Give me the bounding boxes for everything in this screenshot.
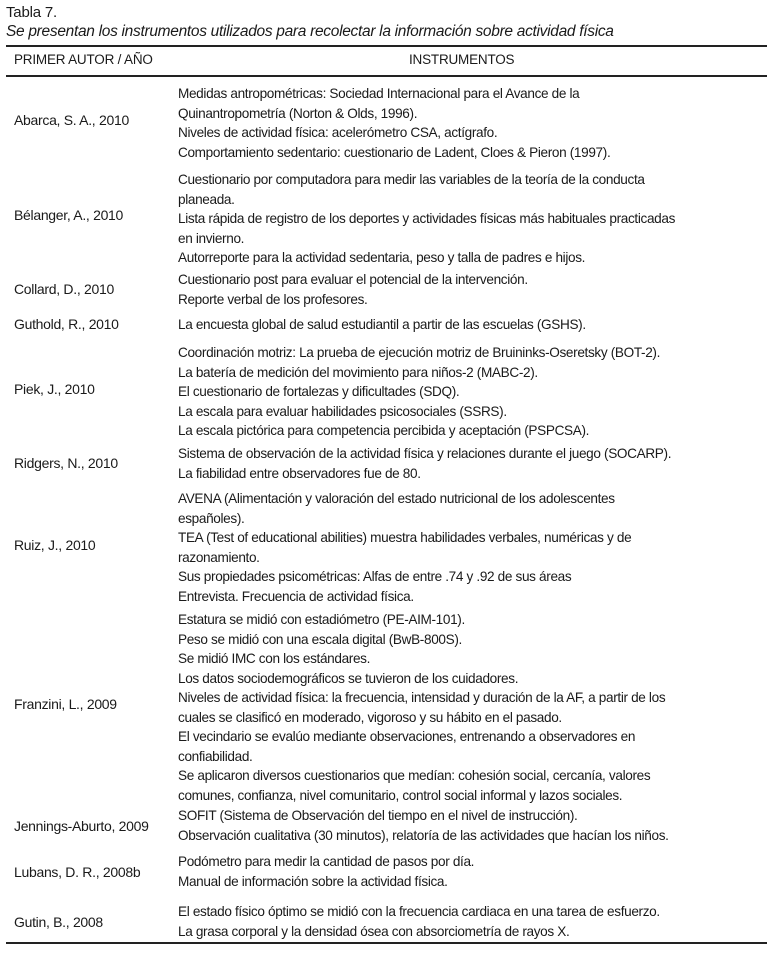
instrument-line: Reporte verbal de los profesores. xyxy=(178,291,368,307)
row-author: Piek, J., 2010 xyxy=(14,381,95,397)
row-instruments xyxy=(178,270,763,309)
instrument-line: SOFIT (Sistema de Observación del tiempo en el nivel de instrucción). xyxy=(178,808,578,823)
table-bottom-rule xyxy=(6,942,767,944)
instrument-line: Sistema de observación de la actividad física y relaciones durante el juego (SOCARP). xyxy=(178,446,672,461)
row-author: Collard, D., 2010 xyxy=(14,281,114,297)
instrument-line: La fiabilidad entre observadores fue de 80. xyxy=(178,465,421,481)
row-instruments xyxy=(178,343,763,441)
row-author: Jennings-Aburto, 2009 xyxy=(14,818,149,834)
instrument-line: Estatura se midió con estadiómetro (PE-AIM-101). xyxy=(178,612,465,627)
instrument-line: La escala pictórica para competencia percibida y aceptación (PSPCSA). xyxy=(178,423,590,438)
row-instruments xyxy=(178,315,763,335)
instrument-line: El estado físico óptimo se midió con la frecuencia cardiaca en una tarea de esfuerzo. xyxy=(178,904,660,919)
instrument-line: La grasa corporal y la densidad ósea con absorciometría de rayos X. xyxy=(178,923,570,939)
table-caption-title: Se presentan los instrumentos utilizados para recolectar la información sobre actividad física xyxy=(6,23,614,40)
row-instruments xyxy=(178,170,763,268)
instrument-line: Podómetro para medir la cantidad de pasos por día. xyxy=(178,854,475,869)
instrument-line: La encuesta global de salud estudiantil a partir de las escuelas (GSHS). xyxy=(178,317,586,332)
instrument-line: Los datos sociodemográficos se tuvieron de los cuidadores. xyxy=(178,670,519,686)
instrument-line: españoles). xyxy=(178,510,245,526)
instrument-line: TEA (Test of educational abilities) muestra habilidades verbales, numéricas y de xyxy=(178,530,632,545)
instrument-line: La batería de medición del movimiento para niños-2 (MABC-2). xyxy=(178,364,538,380)
instrument-line: Entrevista. Frecuencia de actividad física. xyxy=(178,588,414,604)
row-instruments xyxy=(178,84,763,162)
row-instruments xyxy=(178,902,763,941)
row-instruments xyxy=(178,610,763,805)
instrument-line: comunes, confianza, nivel comunitario, control social informal y lazos sociales. xyxy=(178,787,623,803)
instrument-line: Observación cualitativa (30 minutos), relatoría de las actividades que hacían los niños. xyxy=(178,827,669,843)
row-instruments xyxy=(178,852,763,891)
instrument-line: Coordinación motriz: La prueba de ejecución motriz de Bruininks-Oseretsky (BOT-2). xyxy=(178,345,661,360)
row-author: Bélanger, A., 2010 xyxy=(14,207,124,223)
header-top-rule xyxy=(6,45,767,47)
row-author: Gutin, B., 2008 xyxy=(14,914,103,930)
header-bottom-rule xyxy=(6,75,767,77)
row-author: Lubans, D. R., 2008b xyxy=(14,864,141,880)
instrument-line: Niveles de actividad física: acelerómetro CSA, actígrafo. xyxy=(178,125,498,140)
instrument-line: planeada. xyxy=(178,191,235,207)
instrument-line: Cuestionario post para evaluar el potencial de la intervención. xyxy=(178,272,528,287)
instrument-line: Peso se midió con una escala digital (BwB-800S). xyxy=(178,631,462,647)
table-caption-label: Tabla 7. xyxy=(6,4,57,21)
instrument-line: Se aplicaron diversos cuestionarios que medían: cohesión social, cercanía, valores xyxy=(178,768,651,783)
row-author: Ruiz, J., 2010 xyxy=(14,537,96,553)
row-author: Guthold, R., 2010 xyxy=(14,316,119,332)
instrument-line: Sus propiedades psicométricas: Alfas de entre .74 y .92 de sus áreas xyxy=(178,569,572,584)
row-author: Ridgers, N., 2010 xyxy=(14,455,118,471)
row-author: Franzini, L., 2009 xyxy=(14,696,117,712)
row-instruments xyxy=(178,444,763,483)
instrument-line: confiabilidad. xyxy=(178,748,253,764)
row-instruments xyxy=(178,489,763,606)
row-instruments xyxy=(178,806,763,845)
instrument-line: Cuestionario por computadora para medir las variables de la teoría de la conducta xyxy=(178,172,645,187)
column-header-instruments: INSTRUMENTOS xyxy=(409,52,515,67)
instrument-line: razonamiento. xyxy=(178,549,260,565)
instrument-line: en invierno. xyxy=(178,230,245,246)
instrument-line: Lista rápida de registro de los deportes y actividades físicas más habituales practicadas xyxy=(178,211,676,226)
instrument-line: La escala para evaluar habilidades psicosociales (SSRS). xyxy=(178,403,507,419)
instrument-line: cuales se clasificó en moderado, vigoroso y su hábito en el pasado. xyxy=(178,709,562,725)
instrument-line: El vecindario se evalúo mediante observaciones, entrenando a observadores en xyxy=(178,729,636,744)
instrument-line: Manual de información sobre la actividad física. xyxy=(178,873,448,889)
instrument-line: AVENA (Alimentación y valoración del estado nutricional de los adolescentes xyxy=(178,491,615,506)
instrument-line: Niveles de actividad física: la frecuencia, intensidad y duración de la AF, a partir de los xyxy=(178,690,666,705)
row-author: Abarca, S. A., 2010 xyxy=(14,112,129,128)
instrument-line: El cuestionario de fortalezas y dificultades (SDQ). xyxy=(178,384,460,399)
instrument-line: Autorreporte para la actividad sedentaria, peso y talla de padres e hijos. xyxy=(178,250,586,265)
instrument-line: Quinantropometría (Norton & Olds, 1996). xyxy=(178,105,418,121)
instrument-line: Medidas antropométricas: Sociedad Internacional para el Avance de la xyxy=(178,86,580,101)
column-header-author: PRIMER AUTOR / AÑO xyxy=(14,52,153,67)
instrument-line: Se midió IMC con los estándares. xyxy=(178,651,371,666)
instrument-line: Comportamiento sedentario: cuestionario de Ladent, Cloes & Pieron (1997). xyxy=(178,144,611,160)
